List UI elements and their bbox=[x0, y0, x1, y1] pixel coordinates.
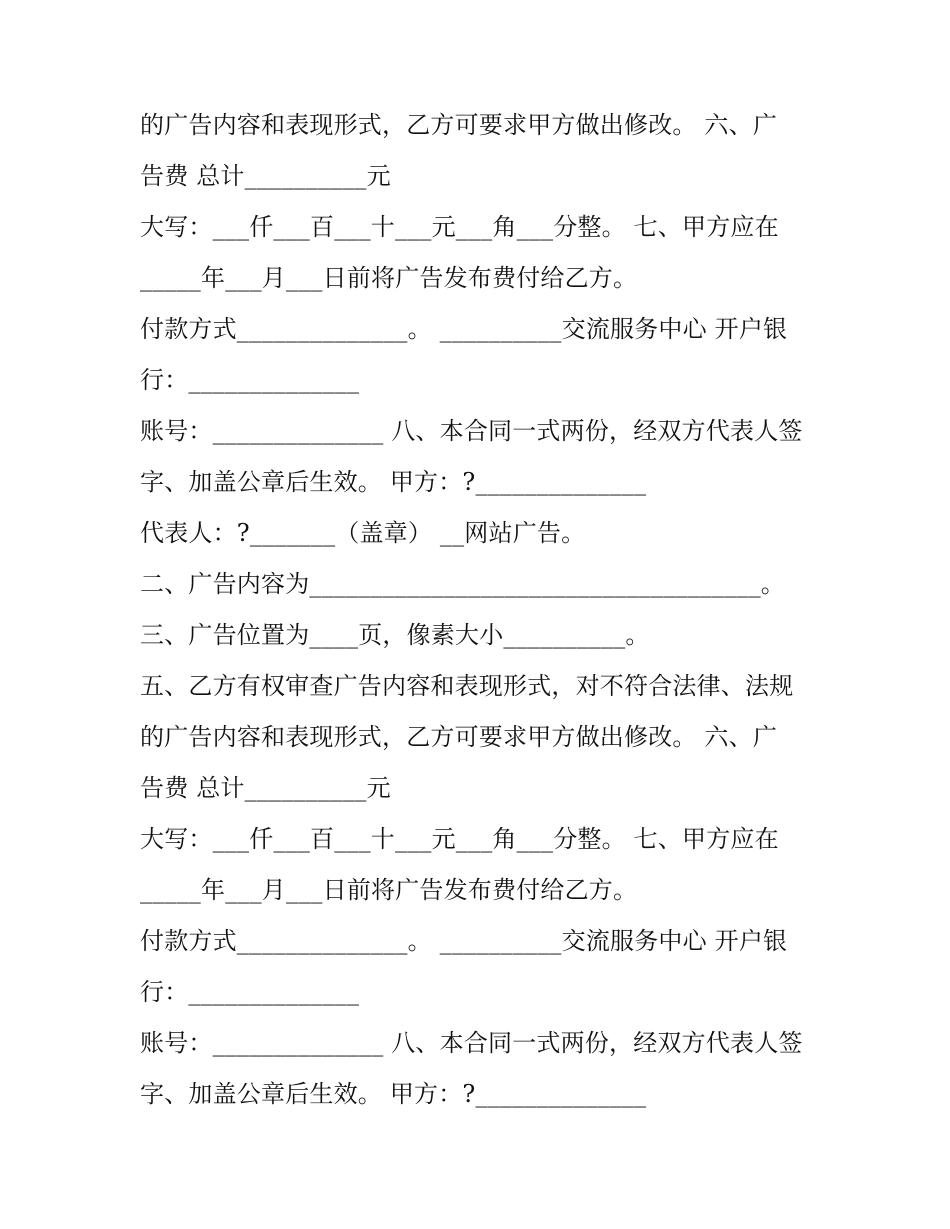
text-line: 账号：______________ 八、本合同一式两份，经双方代表人签 bbox=[140, 1029, 803, 1057]
text-line: 大写：___仟___百___十___元___角___分整。 七、甲方应在 bbox=[140, 213, 779, 241]
text-line: _____年___月___日前将广告发布费付给乙方。 bbox=[140, 876, 638, 904]
text-line: 的广告内容和表现形式，乙方可要求甲方做出修改。 六、广 bbox=[140, 723, 778, 751]
text-line: 账号：______________ 八、本合同一式两份，经双方代表人签 bbox=[140, 417, 803, 445]
text-line: 付款方式______________。 __________交流服务中心 开户银 bbox=[140, 927, 788, 955]
text-line: 行：______________ bbox=[140, 366, 360, 394]
text-line: 付款方式______________。 __________交流服务中心 开户银 bbox=[140, 315, 788, 343]
contract-text bbox=[140, 100, 830, 1120]
text-line: 字、加盖公章后生效。 甲方：?______________ bbox=[140, 1080, 647, 1108]
text-line: 二、广告内容为_____________________________________。 bbox=[140, 570, 785, 598]
text-line: 行：______________ bbox=[140, 978, 360, 1006]
text-line: _____年___月___日前将广告发布费付给乙方。 bbox=[140, 264, 638, 292]
text-line: 五、乙方有权审查广告内容和表现形式，对不符合法律、法规 bbox=[140, 672, 794, 700]
text-line: 三、广告位置为____页，像素大小__________。 bbox=[140, 621, 650, 649]
text-line: 告费 总计__________元 bbox=[140, 774, 391, 802]
text-line: 字、加盖公章后生效。 甲方：?______________ bbox=[140, 468, 647, 496]
text-line: 代表人：?_______（盖章） __网站广告。 bbox=[140, 519, 586, 547]
text-line: 的广告内容和表现形式，乙方可要求甲方做出修改。 六、广 bbox=[140, 111, 778, 139]
text-line: 大写：___仟___百___十___元___角___分整。 七、甲方应在 bbox=[140, 825, 779, 853]
text-line: 告费 总计__________元 bbox=[140, 162, 391, 190]
